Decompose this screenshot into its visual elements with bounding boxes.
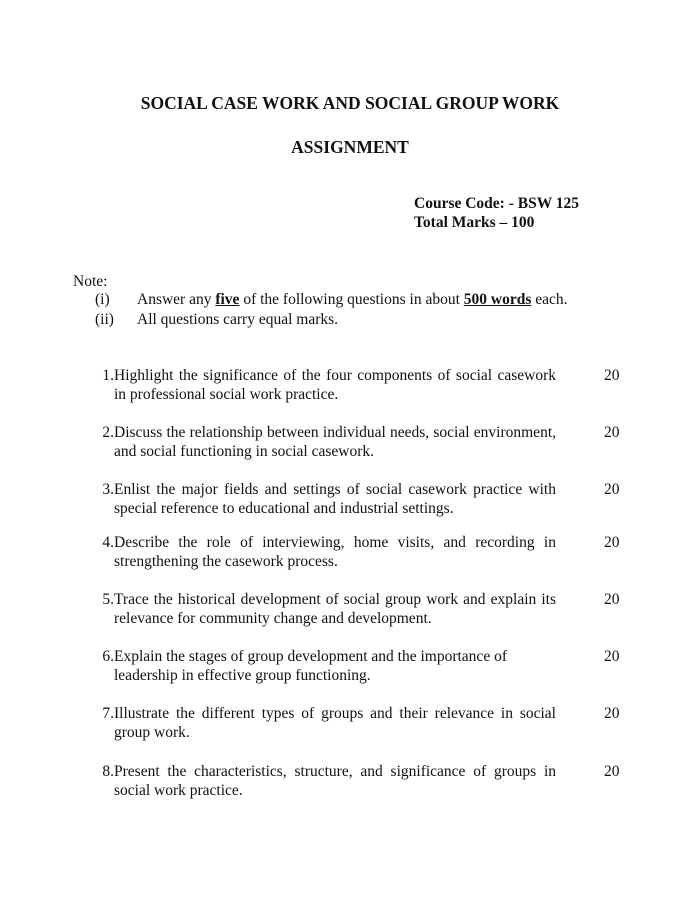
note-emphasis-five: five: [215, 291, 240, 308]
question-number: 2.: [102, 424, 114, 441]
document-title: SOCIAL CASE WORK AND SOCIAL GROUP WORK: [140, 93, 560, 113]
note-label: Note:: [73, 273, 108, 290]
question-number: 4.: [102, 534, 114, 551]
question-text: Explain the stages of group development and the importance of leadership in effective group functioning.: [114, 648, 507, 684]
question-marks: 20: [604, 424, 620, 441]
note-item-text: of the following questions in about: [239, 291, 464, 308]
note-item-number: (i): [95, 291, 110, 308]
question-number: 3.: [102, 481, 114, 498]
question-marks: 20: [604, 481, 620, 498]
note-item-number: (ii): [95, 311, 114, 328]
question-number: 5.: [102, 591, 114, 608]
question-text: Describe the role of interviewing, home visits, and recording in strengthening the casework process.: [114, 534, 556, 570]
note-item-text: Answer any: [137, 291, 216, 308]
question-text: Highlight the significance of the four components of social casework in professional social work practice.: [114, 367, 556, 403]
question-number: 1.: [102, 367, 114, 384]
course-code: Course Code: - BSW 125: [414, 195, 580, 212]
note-emphasis-words: 500 words: [463, 291, 532, 308]
question-text: Enlist the major fields and settings of social casework practice with special reference to educational and industrial settings.: [114, 481, 556, 517]
note-item-text: each.: [531, 291, 568, 308]
note-item: [95, 310, 338, 329]
course-info: [414, 194, 579, 232]
question-marks: 20: [604, 763, 620, 780]
question-number: 7.: [102, 705, 114, 722]
question-number: 6.: [102, 648, 114, 665]
question-number: 8.: [102, 763, 114, 780]
document-subtitle: ASSIGNMENT: [291, 137, 409, 157]
question-text: Present the characteristics, structure, and significance of groups in social work practice.: [114, 763, 556, 799]
note-item: [95, 290, 568, 309]
total-marks: Total Marks – 100: [414, 214, 535, 231]
note-item-text: All questions carry equal marks.: [137, 311, 339, 328]
question-text: Illustrate the different types of groups and their relevance in social group work.: [114, 705, 556, 741]
question-marks: 20: [604, 534, 620, 551]
question-marks: 20: [604, 705, 620, 722]
question-marks: 20: [604, 591, 620, 608]
question-marks: 20: [604, 367, 620, 384]
question-marks: 20: [604, 648, 620, 665]
question-text: Discuss the relationship between individual needs, social environment, and social functioning in social casework.: [114, 424, 556, 460]
question-text: Trace the historical development of social group work and explain its relevance for community change and development.: [114, 591, 556, 627]
